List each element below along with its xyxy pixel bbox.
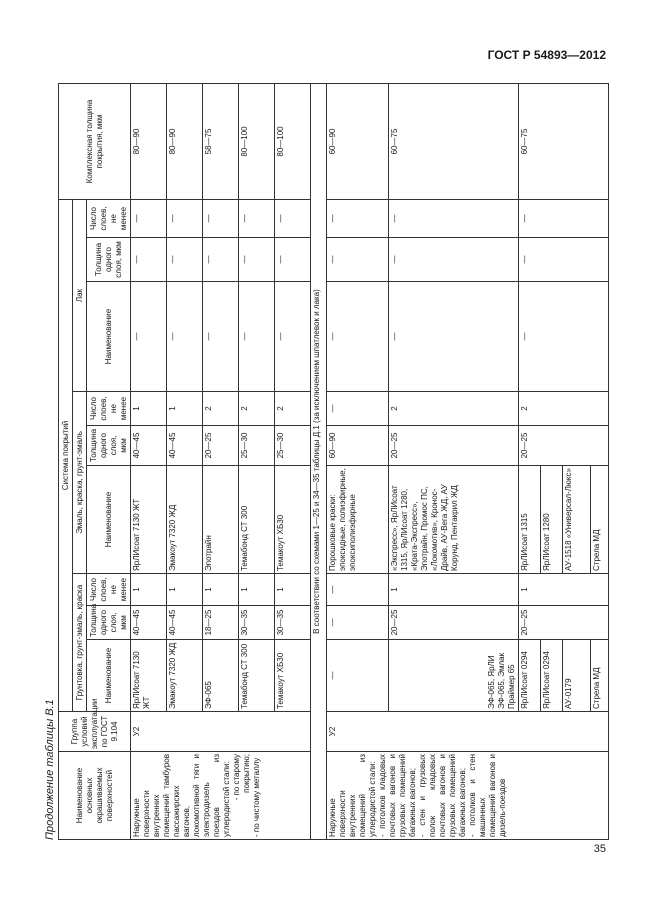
- header-primer-thickness: Толщина одного слоя, мкм: [87, 606, 131, 640]
- header-surface: Наименование основных окрашиваемых поверхностей: [59, 752, 131, 840]
- table-row: ЯрЛИсоат 0294 ЯрЛИсоат 1280: [541, 84, 563, 840]
- header-enamel: Эмаль, краска, грунт-эмаль: [73, 392, 87, 574]
- header-primer-name: Наименование: [87, 640, 131, 712]
- header-total-thickness: Комплексная толщина покрытия, мкм: [59, 84, 131, 200]
- header-system: Система покрытий: [59, 200, 73, 712]
- table-row: Стрела МД Стрела МД: [591, 84, 609, 840]
- page-number: 35: [593, 843, 606, 855]
- standard-header: ГОСТ Р 54893—2012: [487, 48, 606, 62]
- table-row: [311, 84, 327, 840]
- table-row: Наружные поверхности внутренних помещений тамбуров пассажирских вагонов, локомотивной тяги и электродизель поездов из углеродистой стали: - по старому покрытию; - по чистому металлу У2 ЯрЛИсоат 7130 ЖТ 40—45 1 ЯрЛИсоат 7130 ЖТ 40—45 1 — — — 80—90: [131, 84, 167, 840]
- rotated-table-container: [58, 84, 604, 840]
- table-row: АУ-0179 АУ-1518 «Универсал-Люкс»: [563, 84, 591, 840]
- table-row: ЯрЛИсоат 0294 20—25 1 ЯрЛИсоат 1315 20—25 2 — — — 60—75: [519, 84, 541, 840]
- surface-cell: Наружные поверхности внутренних помещений из углеродистой стали: - потолков кладовых почтовых вагонов и грузовых помещений багажных вагонов; - стен и грузовых полок кладовых почтовых вагонов и грузовых помещений багажных вагонов; - потолков и стен машинных помещений вагонов и дизель-поездов: [327, 752, 609, 840]
- header-lacquer-name: Наименование: [87, 282, 131, 392]
- group-cell: У2: [131, 712, 311, 752]
- group-cell: У2: [327, 712, 609, 752]
- header-enamel-name: Наименование: [87, 466, 131, 574]
- header-lacquer-thickness: Толщина одного слоя, мкм: [87, 238, 131, 282]
- table-row: ЭФ-065 18—25 1 Эпотрайн 20—25 2 — — — 58—75: [203, 84, 239, 840]
- table-row: Темакоут ХБ30 30—35 1 Темакоут ХБ30 25—30 2 — — — 80—100: [275, 84, 311, 840]
- table-row: Наружные поверхности внутренних помещений из углеродистой стали: - потолков кладовых почтовых вагонов и грузовых помещений багажных вагонов; - стен и грузовых полок кладовых почтовых вагонов и грузовых помещений багажных вагонов; - потолков и стен машинных помещений вагонов и дизель-поездов У2 — — — Порошковые краски: эпоксидные, полиэфирные, эпоксиполиэфирные 60—90 — — — — 60—90: [327, 84, 389, 840]
- band-note: В соответствии со схемами 1—25 и 34—35 таблицы Д.1 (за исключением шпатлевок и лака): [311, 84, 327, 840]
- table-row: Темабонд СТ 300 30—35 1 Темабонд СТ 300 25—30 2 — — — 80—100: [239, 84, 275, 840]
- table-caption: Продолжение таблицы В.1: [44, 699, 56, 840]
- header-enamel-count: Число слоев, не менее: [87, 392, 131, 426]
- header-group: Группа условий эксплуатации по ГОСТ 9.104: [59, 712, 131, 752]
- header-primer-count: Число слоев, не менее: [87, 574, 131, 606]
- coating-systems-table: [58, 83, 609, 840]
- header-lacquer: Лак: [73, 200, 87, 392]
- surface-cell: Наружные поверхности внутренних помещений тамбуров пассажирских вагонов, локомотивной тяги и электродизель поездов из углеродистой стали: - по старому покрытию; - по чистому металлу: [131, 752, 311, 840]
- table-row: Эмакоут 7320 ЖД 40—45 1 Эмакоут 7320 ЖД 40—45 1 — — — 80—90: [167, 84, 203, 840]
- header-enamel-thickness: Толщина одного слоя, мкм: [87, 426, 131, 466]
- header-lacquer-count: Число слоев, не менее: [87, 200, 131, 238]
- header-primer: Грунтовка, грунт-эмаль, краска: [73, 574, 87, 712]
- table-row: ЭФ-065, ЯрЛИ ЭФ-065, Эмлак Праймер 65 20—25 1 «Экспресс», ЯрЛИсоат 1315, ЯрЛИсоат 1280, «Крата-Экспресс», Эпотрайн, Промос ПС, «Локомотив», Кронос-Драйв, АУ-Вега ЖД, АУ Корунд, Пентакрил ЖД 20—25 2 — — — 60—75: [389, 84, 519, 840]
